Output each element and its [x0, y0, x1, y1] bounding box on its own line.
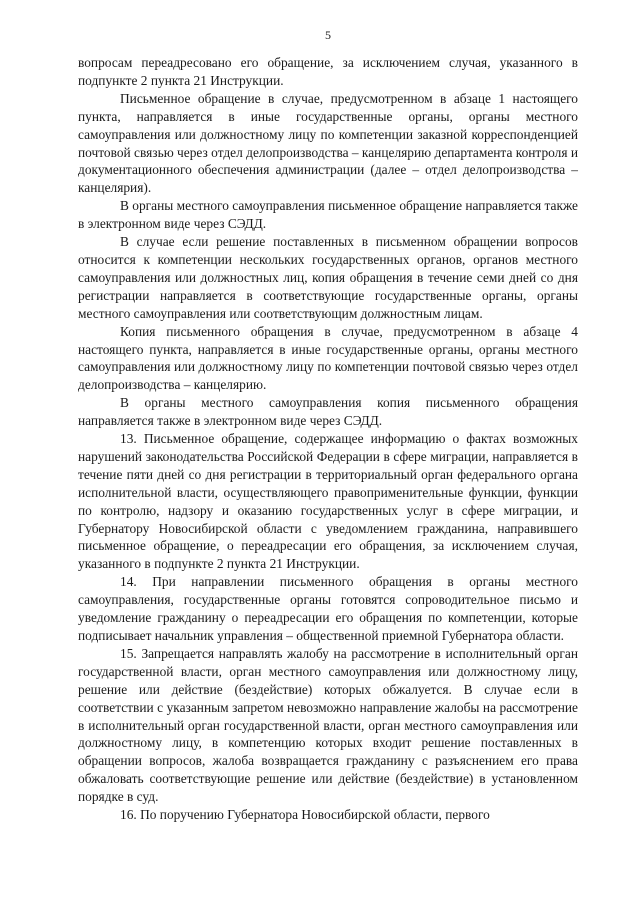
paragraph: Письменное обращение в случае, предусмотренном в абзаце 1 настоящего пункта, направляется в иные государственные органы, органы местного самоуправления или должностному лицу по компетенции заказной корреспонденцией почтовой связью через отдел делопроизводства – канцелярию департамента контроля и документационного обеспечения администрации (далее – отдел делопроизводства – канцелярия). — [78, 90, 579, 196]
paragraph-item-16: 16. По поручению Губернатора Новосибирской области, первого — [120, 807, 490, 823]
paragraph: В органы местного самоуправления копия письменного обращения направляется также в электронном виде через СЭДД. — [78, 395, 578, 429]
paragraph-item-13: 13. Письменное обращение, содержащее информацию о фактах возможных нарушений законодательства Российской Федерации в сфере миграции, направляется в течение пяти дней со дня регистрации в территориальный орган федерального органа исполнительной власти, осуществляющего правоприменительные функции, функции по контролю, надзору и оказанию государственных услуг в сфере миграции, и Губернатору Новосибирской области с уведомлением гражданина, направившего письменное обращение, о переадресации его обращения, за исключением случая, указанного в подпункте 2 пункта 21 Инструкции. — [78, 431, 578, 572]
paragraph-continuation: вопросам переадресовано его обращение, за исключением случая, указанного в подпункте 2 пункта 21 Инструкции. — [78, 55, 578, 88]
paragraph-item-14: 14. При направлении письменного обращения в органы местного самоуправления, государственные органы готовятся сопроводительное письмо и уведомление гражданину о переадресации его обращения по компетенции, которые подписывает начальник управления – общественной приемной Губернатора области. — [78, 574, 578, 643]
paragraph: В органы местного самоуправления письменное обращение направляется также в электронном виде через СЭДД. — [78, 198, 578, 232]
paragraph: Копия письменного обращения в случае, предусмотренном в абзаце 4 настоящего пункта, направляется в иные государственные органы, органы местного самоуправления или должностному лицу по компетенции почтовой связью через отдел делопроизводства – канцелярию. — [78, 323, 578, 393]
paragraph-item-15: 15. Запрещается направлять жалобу на рассмотрение в исполнительный орган государственной власти, орган местного самоуправления или должностному лицу, решение или действие (бездействие) которых обжалуется. В случае если в соответствии с указанным запретом невозможно направление жалобы на рассмотрение в исполнительный орган государственной власти, орган местного самоуправления или должностному лицу, в компетенцию которых входит решение поставленных в обращении вопросов, жалоба возвращается гражданину с разъяснением его права обжаловать соответствующие решение или действие (бездействие) в установленном порядке в суд. — [78, 645, 578, 805]
paragraph: В случае если решение поставленных в письменном обращении вопросов относится к компетенции нескольких государственных органов, органов местного самоуправления или должностных лиц, копия обращения в течение семи дней со дня регистрации направляется в соответствующие государственные органы, органы местного самоуправления или соответствующим должностным лицам. — [78, 234, 578, 321]
page-number: 5 — [325, 28, 331, 42]
